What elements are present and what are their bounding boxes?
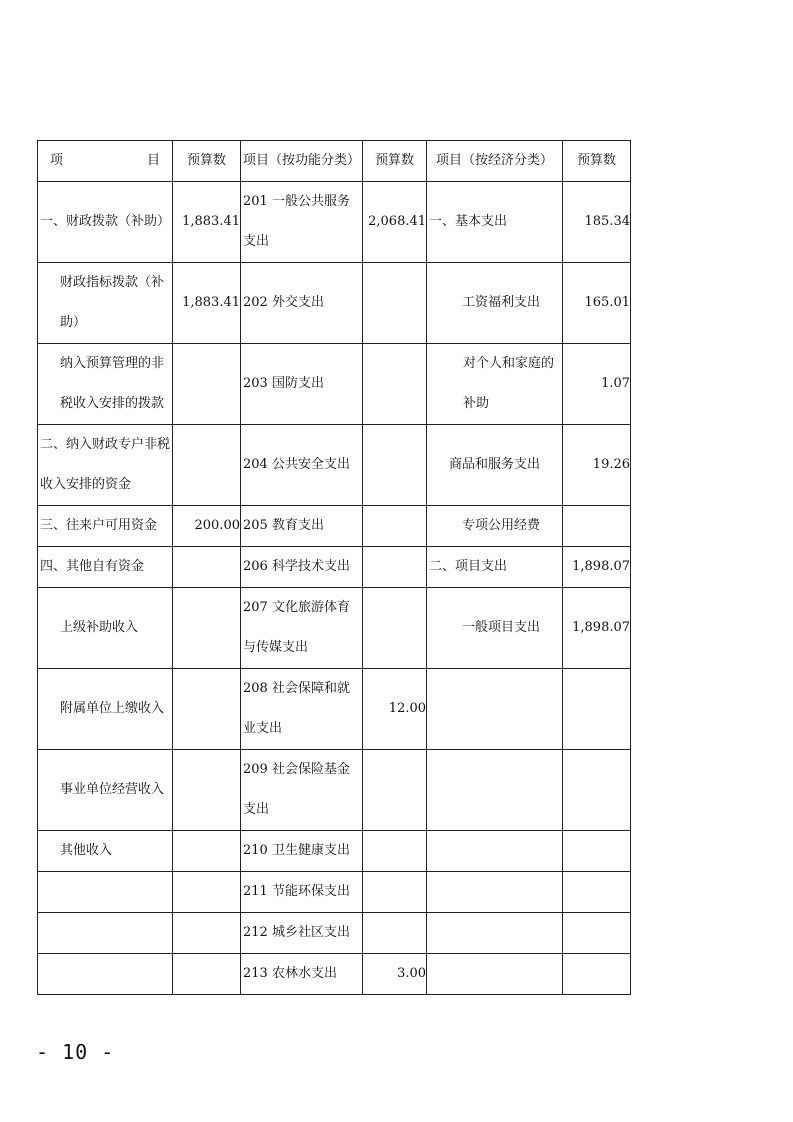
func-item: 204 公共安全支出 — [241, 425, 363, 506]
page-number: - 10 - — [36, 1040, 115, 1064]
income-amount — [173, 831, 241, 872]
econ-item: 对个人和家庭的补助 — [427, 344, 563, 425]
table-row — [38, 913, 631, 954]
func-amount — [363, 872, 427, 913]
econ-item — [427, 872, 563, 913]
econ-item — [427, 669, 563, 750]
func-amount — [363, 263, 427, 344]
func-item: 210 卫生健康支出 — [241, 831, 363, 872]
header-func-item: 项目（按功能分类） — [241, 141, 363, 182]
econ-amount — [563, 750, 631, 831]
income-amount — [173, 954, 241, 995]
income-item: 四、其他自有资金 — [38, 547, 173, 588]
table-row — [38, 425, 631, 506]
func-amount — [363, 425, 427, 506]
func-item: 213 农林水支出 — [241, 954, 363, 995]
func-amount: 12.00 — [363, 669, 427, 750]
income-item: 附属单位上缴收入 — [38, 669, 173, 750]
econ-amount — [563, 872, 631, 913]
table-row — [38, 344, 631, 425]
income-amount — [173, 547, 241, 588]
income-amount: 1,883.41 — [173, 263, 241, 344]
func-item: 208 社会保障和就业支出 — [241, 669, 363, 750]
header-econ-item: 项目（按经济分类） — [427, 141, 563, 182]
budget-table — [37, 140, 631, 995]
table-row — [38, 263, 631, 344]
income-item: 二、纳入财政专户非税收入安排的资金 — [38, 425, 173, 506]
econ-amount — [563, 506, 631, 547]
econ-item: 商品和服务支出 — [427, 425, 563, 506]
income-amount: 200.00 — [173, 506, 241, 547]
income-item: 三、往来户可用资金 — [38, 506, 173, 547]
table-row — [38, 588, 631, 669]
econ-item — [427, 954, 563, 995]
econ-item: 一、基本支出 — [427, 182, 563, 263]
income-item: 其他收入 — [38, 831, 173, 872]
table-row — [38, 547, 631, 588]
func-item: 203 国防支出 — [241, 344, 363, 425]
econ-amount: 1.07 — [563, 344, 631, 425]
table-row — [38, 669, 631, 750]
func-item: 209 社会保险基金支出 — [241, 750, 363, 831]
header-item-right: 目 — [146, 153, 160, 168]
econ-amount — [563, 831, 631, 872]
header-budget-3: 预算数 — [563, 141, 631, 182]
econ-amount: 19.26 — [563, 425, 631, 506]
table-row — [38, 831, 631, 872]
func-amount: 3.00 — [363, 954, 427, 995]
econ-amount: 1,898.07 — [563, 588, 631, 669]
econ-item: 二、项目支出 — [427, 547, 563, 588]
econ-amount — [563, 669, 631, 750]
income-item: 财政指标拨款（补助） — [38, 263, 173, 344]
income-item: 上级补助收入 — [38, 588, 173, 669]
income-item: 一、财政拨款（补助） — [38, 182, 173, 263]
econ-amount — [563, 954, 631, 995]
income-item — [38, 913, 173, 954]
income-amount — [173, 750, 241, 831]
econ-item: 一般项目支出 — [427, 588, 563, 669]
func-amount — [363, 750, 427, 831]
income-amount — [173, 872, 241, 913]
func-item: 212 城乡社区支出 — [241, 913, 363, 954]
income-amount — [173, 669, 241, 750]
header-budget-1: 预算数 — [173, 141, 241, 182]
income-item — [38, 954, 173, 995]
header-budget-2: 预算数 — [363, 141, 427, 182]
econ-amount: 165.01 — [563, 263, 631, 344]
table-row — [38, 872, 631, 913]
income-item: 纳入预算管理的非税收入安排的拨款 — [38, 344, 173, 425]
func-amount — [363, 831, 427, 872]
income-amount — [173, 425, 241, 506]
income-item — [38, 872, 173, 913]
table-header-row — [38, 141, 631, 182]
header-item — [38, 141, 173, 182]
func-item: 201 一般公共服务支出 — [241, 182, 363, 263]
table-row — [38, 182, 631, 263]
func-item: 206 科学技术支出 — [241, 547, 363, 588]
table-row — [38, 506, 631, 547]
econ-item: 专项公用经费 — [427, 506, 563, 547]
income-amount — [173, 588, 241, 669]
header-item-left: 项 — [50, 153, 64, 168]
income-item: 事业单位经营收入 — [38, 750, 173, 831]
func-amount — [363, 344, 427, 425]
func-item: 202 外交支出 — [241, 263, 363, 344]
econ-item — [427, 913, 563, 954]
func-amount — [363, 547, 427, 588]
table-row — [38, 750, 631, 831]
income-amount: 1,883.41 — [173, 182, 241, 263]
econ-item: 工资福利支出 — [427, 263, 563, 344]
func-item: 211 节能环保支出 — [241, 872, 363, 913]
income-amount — [173, 913, 241, 954]
income-amount — [173, 344, 241, 425]
econ-amount — [563, 913, 631, 954]
table-row — [38, 954, 631, 995]
econ-item — [427, 831, 563, 872]
econ-item — [427, 750, 563, 831]
func-item: 207 文化旅游体育与传媒支出 — [241, 588, 363, 669]
econ-amount: 1,898.07 — [563, 547, 631, 588]
func-amount — [363, 506, 427, 547]
func-amount — [363, 913, 427, 954]
econ-amount: 185.34 — [563, 182, 631, 263]
func-item: 205 教育支出 — [241, 506, 363, 547]
func-amount: 2,068.41 — [363, 182, 427, 263]
func-amount — [363, 588, 427, 669]
